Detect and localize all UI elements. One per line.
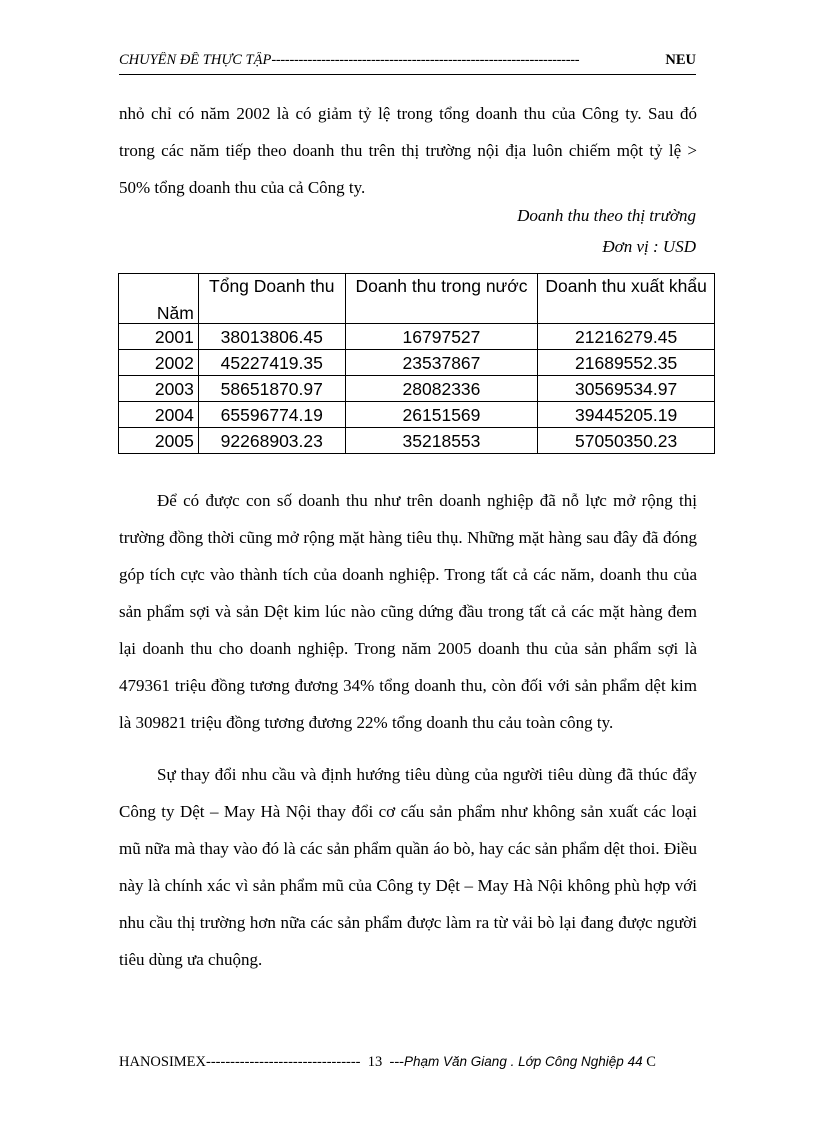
- table-row: [119, 402, 715, 428]
- cell-year: 2002: [119, 350, 199, 376]
- header-dashes: --------------------------------------------------------------------: [271, 52, 580, 68]
- header-rule: [119, 74, 696, 75]
- header-year: Năm: [119, 274, 199, 324]
- cell-domestic: 16797527: [345, 324, 538, 350]
- cell-year: 2005: [119, 428, 199, 454]
- page-header: [119, 52, 696, 72]
- cell-total: 58651870.97: [198, 376, 345, 402]
- footer-author-prefix: ---: [389, 1054, 405, 1070]
- cell-total: 92268903.23: [198, 428, 345, 454]
- cell-export: 21216279.45: [538, 324, 715, 350]
- header-domestic-revenue: Doanh thu trong nước: [345, 274, 538, 324]
- cell-year: 2001: [119, 324, 199, 350]
- table-row: [119, 324, 715, 350]
- page-number: 13: [367, 1054, 383, 1070]
- cell-export: 30569534.97: [538, 376, 715, 402]
- cell-domestic: 26151569: [345, 402, 538, 428]
- paragraph-3: Sự thay đổi nhu cầu và định hướng tiêu dùng của người tiêu dùng đã thúc đẩy Công ty Dệt – May Hà Nội thay đổi cơ cấu sản phẩm như không sản xuất các loại mũ nữa mà thay vào đó là các sản phẩm quần áo bò, hay các sản phẩm dệt thoi. Điều này là chính xác vì sản phẩm mũ của Công ty Dệt – May Hà Nội không phù hợp với nhu cầu thị trường hơn nữa các sản phẩm được làm ra từ vải bò lại đang được người tiêu dùng ưa chuộng.: [119, 765, 697, 969]
- header-title: CHUYÊN ĐỀ THỰC TẬP: [119, 52, 272, 68]
- cell-domestic: 23537867: [345, 350, 538, 376]
- table-row: [119, 428, 715, 454]
- table-caption: Doanh thu theo thị trường: [517, 206, 696, 225]
- paragraph-2: Để có được con số doanh thu như trên doanh nghiệp đã nỗ lực mở rộng thị trường đồng thời cũng mở rộng mặt hàng tiêu thụ. Những mặt hàng sau đây đã đóng góp tích cực vào thành tích của doanh nghiệp. Trong tất cả các năm, doanh thu của sản phẩm sợi và sản Dệt kim lúc nào cũng dứng đầu trong tất cả các mặt hàng đem lại doanh thu cho doanh nghiệp. Trong năm 2005 doanh thu của sản phẩm sợi là 479361 triệu đồng tương đương 34% tổng doanh thu, còn đối với sản phẩm dệt kim là 309821 triệu đồng tương đương 22% tổng doanh thu cảu toàn công ty.: [119, 491, 697, 732]
- cell-export: 21689552.35: [538, 350, 715, 376]
- table-row: [119, 350, 715, 376]
- cell-domestic: 28082336: [345, 376, 538, 402]
- header-right-label: NEU: [665, 52, 696, 68]
- table-header-row: [119, 274, 715, 324]
- cell-export: 57050350.23: [538, 428, 715, 454]
- cell-year: 2003: [119, 376, 199, 402]
- header-total-revenue: Tổng Doanh thu: [198, 274, 345, 324]
- table-unit: Đơn vị : USD: [602, 237, 696, 256]
- page-footer: [119, 1054, 709, 1071]
- header-export-revenue: Doanh thu xuất khẩu: [538, 274, 715, 324]
- table-row: [119, 376, 715, 402]
- footer-suffix: C: [646, 1054, 656, 1070]
- paragraph-1: nhỏ chỉ có năm 2002 là có giảm tỷ lệ trong tổng doanh thu của Công ty. Sau đó trong các năm tiếp theo doanh thu trên thị trường nội địa luôn chiếm một tỷ lệ > 50% tổng doanh thu của cả Công ty.: [119, 104, 697, 197]
- cell-total: 45227419.35: [198, 350, 345, 376]
- revenue-table: [118, 273, 715, 454]
- cell-export: 39445205.19: [538, 402, 715, 428]
- cell-domestic: 35218553: [345, 428, 538, 454]
- cell-total: 38013806.45: [198, 324, 345, 350]
- footer-company: HANOSIMEX--------------------------------: [119, 1054, 361, 1070]
- cell-total: 65596774.19: [198, 402, 345, 428]
- footer-author: Phạm Văn Giang . Lớp Công Nghiệp 44: [404, 1054, 643, 1069]
- cell-year: 2004: [119, 402, 199, 428]
